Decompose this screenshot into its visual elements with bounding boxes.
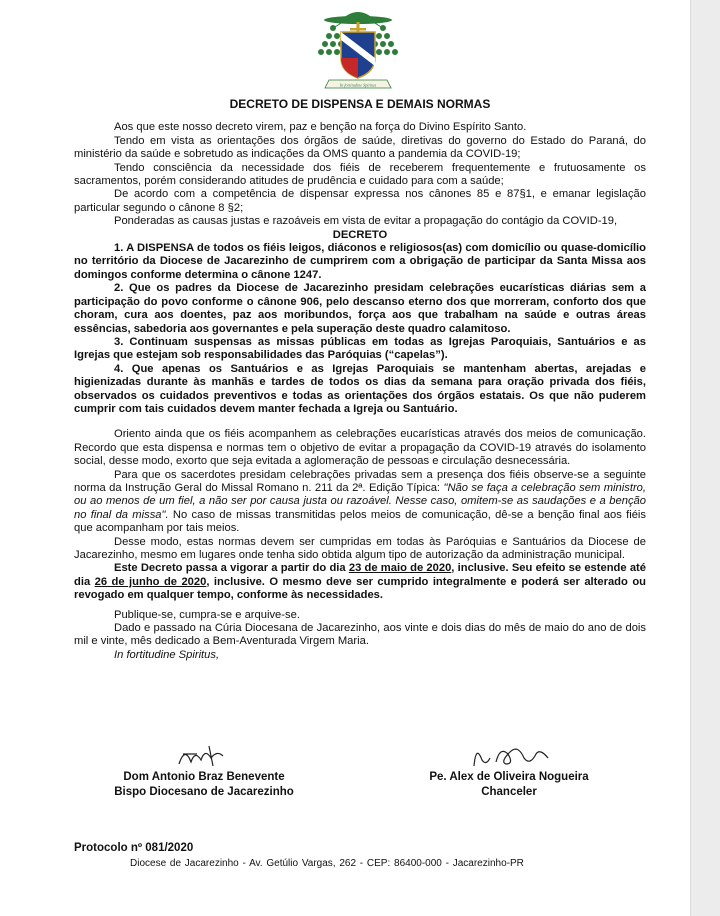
decreto-heading: DECRETO xyxy=(332,228,388,241)
intro-paragraph: De acordo com a competência de dispensar expressa nos cânones 85 e 87§1, e emanar legislação particular segundo o cânone 8 §2; xyxy=(74,188,646,214)
body-paragraph-norm: Para que os sacerdotes presidam celebrações privadas sem a presença dos fiéis observe-se a seguinte norma da Instrução Geral do Missal Romano n. 211 da 2ª. Edição Típica: "Não se faça a celebração sem ministro, ou ao menos de um fiel, a não ser por causa justa ou razoável. Nesse caso, omitem-se as saudações e a benção no final da missa". No caso de missas transmitidas pelos meios de comunicação, dê-se a benção final aos fiéis que acompanham por tais meios. xyxy=(74,468,647,535)
bishop-name: Dom Antonio Braz Benevente xyxy=(123,771,285,783)
intro-paragraph: Ponderadas as causas justas e razoáveis em vista de evitar a propagação do contágio da COVID-19, xyxy=(114,215,618,228)
missal-quote: "Não se faça a celebração sem ministro, ou ao menos de um fiel, a não ser por causa justa ou razoável. Nesse caso, omitem-se as saudações e a benção no final da missa". xyxy=(74,481,646,521)
decree-item-1: 1. A DISPENSA de todos os fiéis leigos, diáconos e religiosos(as) com domicílio ou quase-domicílio no território da Diocese de Jacarezinho de cumprirem com a obrigação de participar da Santa Missa aos domingos conforme determina o cânone 1247. xyxy=(74,242,646,281)
chancellor-handwritten-signature xyxy=(444,740,574,770)
decree-item-3: 3. Continuam suspensas as missas públicas em todas as Igrejas Paroquiais, Santuários e as Igrejas que estejam sob responsabilidades das Paróquias (“capelas”). xyxy=(74,335,646,362)
intro-greeting: Aos que este nosso decreto virem, paz e benção na força do Divino Espírito Santo. xyxy=(114,121,527,134)
body-paragraph-validity: Este Decreto passa a vigorar a partir do dia 23 de maio de 2020, inclusive. Seu efeito se estende até dia 26 de junho de 2020, inclusive. O mesmo deve ser cumprido integralmente e poderá ser alterado ou revogado em qualquer tempo, conforme às necessidades. xyxy=(74,562,646,602)
footer-address: Diocese de Jacarezinho - Av. Getúlio Vargas, 262 - CEP: 86400-000 - Jacarezinho-PR xyxy=(130,858,524,869)
viewer-margin xyxy=(690,0,720,916)
chancellor-role: Chanceler xyxy=(481,786,537,798)
signature-chancellor xyxy=(394,740,624,800)
crest-motto: In fortitudine Spiritus xyxy=(339,82,377,88)
chancellor-name: Pe. Alex de Oliveira Nogueira xyxy=(429,771,589,783)
protocol-number: Protocolo nº 081/2020 xyxy=(74,842,194,854)
diocese-coat-of-arms xyxy=(305,6,411,92)
closing-motto: In fortitudine Spiritus, xyxy=(114,648,220,661)
intro-paragraph: Tendo em vista as orientações dos órgãos de saúde, diretivas do governo do Estado do Paraná, do ministério da saúde e sobretudo as indicações da OMS quanto a pandemia da COVID-19; xyxy=(74,134,646,161)
end-date: 26 de junho de 2020 xyxy=(94,575,207,588)
document-title: DECRETO DE DISPENSA E DEMAIS NORMAS xyxy=(229,97,491,111)
bishop-role: Bispo Diocesano de Jacarezinho xyxy=(114,786,294,798)
bishop-handwritten-signature xyxy=(139,740,269,770)
body-paragraph-scope: Desse modo, estas normas devem ser cumpridas em todas às Paróquias e Santuários da Diocese de Jacarezinho, mesmo em lugares onde tenha sido obtida algum tipo de autorização da administração municipal. xyxy=(74,535,646,561)
decree-item-4: 4. Que apenas os Santuários e as Igrejas Paroquiais se mantenham abertas, arejadas e higienizadas durante às manhãs e tardes de todos os dias da semana para oração privada dos fiéis, observados os cuidados preventivos e todas as orientações dos órgãos estatais. Os que não puderem cumprir com tais cuidados devem manter fechada a Igreja ou Santuário. xyxy=(74,362,646,415)
body-paragraph-communication: Oriento ainda que os fiéis acompanhem as celebrações eucarísticas através dos meios de comunicação. Recordo que esta dispensa e normas tem o objetivo de evitar a propagação da COVID-19 através do isolamento social, desse modo, exorto que seja evitada a aglomeração de pessoas e circulação desnecessária. xyxy=(74,428,646,468)
signature-block xyxy=(74,740,646,810)
publish-line: Publique-se, cumpra-se e arquive-se. xyxy=(114,608,300,621)
intro-paragraph: Tendo consciência da necessidade dos fiéis de receberem frequentemente e frutuosamente os sacramentos, porém considerando atitudes de prudência e cuidado para com a saúde; xyxy=(74,161,646,188)
start-date: 23 de maio de 2020 xyxy=(348,562,452,575)
decree-item-2: 2. Que os padres da Diocese de Jacarezinho presidam celebrações eucarísticas diárias sem a participação do povo conforme o cânone 906, pelo descanso eterno dos que morreram, conforto dos que choram, cura aos doentes, paz aos moribundos, força aos que trabalham na saúde e outras áreas essências, sabedoria aos governantes e pela superação deste quadro calamitoso. xyxy=(74,282,646,335)
decree-body xyxy=(74,98,646,662)
signature-bishop xyxy=(94,740,314,800)
dated-paragraph: Dado e passado na Cúria Diocesana de Jacarezinho, aos vinte e dois dias do mês de maio do ano de dois mil e vinte, mês dedicado a Bem-Aventurada Virgem Maria. xyxy=(74,622,646,648)
